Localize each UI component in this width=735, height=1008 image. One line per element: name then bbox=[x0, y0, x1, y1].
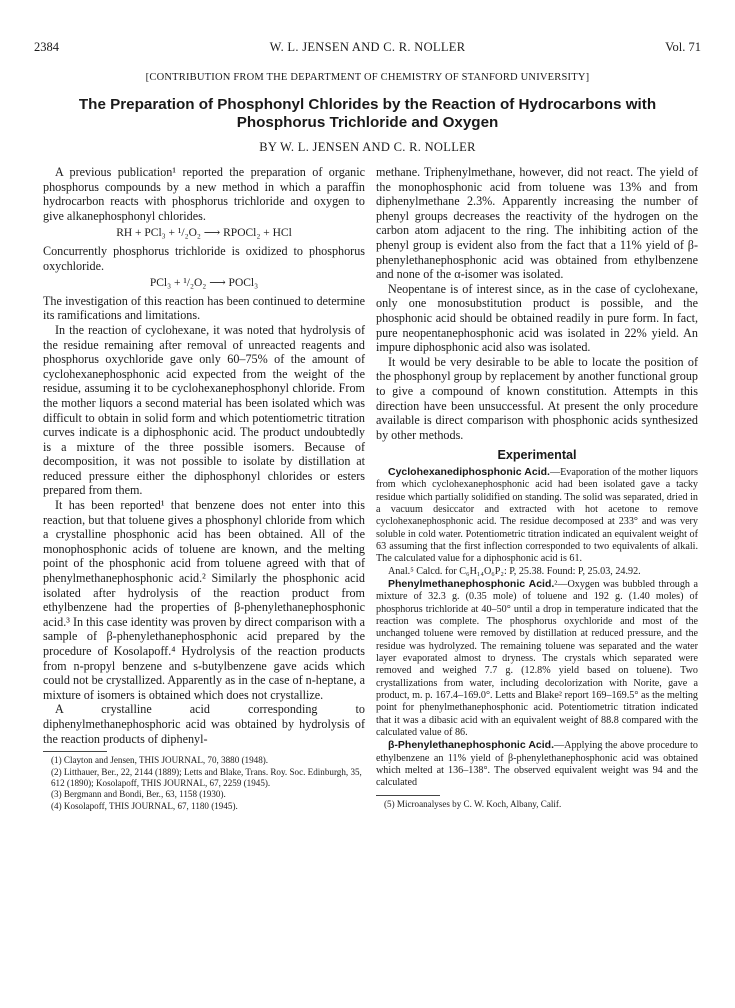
equation: PCl₃ + ¹/₂O₂ ⟶ POCl₃ bbox=[149, 277, 259, 290]
paragraph: Concurrently phosphorus trichloride is oxidized to phosphorus oxychloride. bbox=[43, 243, 365, 273]
footnotes bbox=[376, 799, 698, 810]
experimental-paragraph bbox=[376, 739, 698, 789]
left-column bbox=[43, 165, 365, 812]
paragraph: In the reaction of cyclohexane, it was noted that hydrolysis of the residue remaining after removal of unreacted reagents and phosphorus oxychloride gave only 60–75% of the amount of cyclohexanephosphonic acid expected from the weight of the residue, assuming it to be cyclohexanephosphonyl chloride. From the mother liquors a second material has been isolated which was difficult to obtain in solid form and which potentiometric titration curves indicate is a diphosphonic acid. The product undoubtedly is a mixture of the three possible isomers. Because of decomposition, it was not possible to isolate by distillation at reduced pressure either the diphosphonyl chlorides or esters prepared from them. bbox=[43, 322, 365, 498]
volume-label: Vol. 71 bbox=[665, 40, 701, 54]
footnote: (5) Microanalyses by C. W. Koch, Albany, Calif. bbox=[384, 798, 562, 809]
run-in-heading: β-Phenylethanephosphonic Acid. bbox=[388, 739, 555, 752]
footnote: (2) Litthauer, Ber., 22, 2144 (1889); Letts and Blake, Trans. Roy. Soc. Edinburgh, 35, 612 (1890); Kosolapoff, THIS JOURNAL, 67, 2259 (1945). bbox=[51, 766, 362, 788]
footnote: (4) Kosolapoff, THIS JOURNAL, 67, 1180 (1945). bbox=[51, 800, 238, 811]
page-header bbox=[34, 40, 701, 58]
run-in-heading: Phenylmethanephosphonic Acid. bbox=[388, 577, 555, 590]
paragraph-text: ²—Oxygen was bubbled through a mixture of 32.3 g. (0.35 mole) of toluene and 192 g. (1.40 moles) of phosphorus trichloride at 40–50° until a drop in temperature indicated that the reaction was complete. The phosphorus oxychloride and most of the unchanged toluene were removed by distillation at reduced pressure, and the residue was hydrolyzed. The remaining toluene was separated and the water layer evaporated almost to dryness. The crystals which separated were removed and weighed 7.7 g. (12.8% yield based on toluene). Two crystallizations from water, including decolorization with Norite, gave a product, m. p. 167.4–169.0°. Letts and Blake² report 169–169.5° as the melting point for phenylmethanephosphonic acid. Potentiometric titration indicated that it was a dibasic acid with an equivalent weight of 88.8 compared with the calculated value of 86. bbox=[376, 578, 698, 739]
paragraph: Neopentane is of interest since, as in the case of cyclohexane, only one monosubstitution product is possible, and the phosphonic acid should be obtained readily in pure form. In fact, pure neopentanephosphonic acid was isolated in 22% yield. An impure diphosphonic acid also was isolated. bbox=[376, 281, 698, 355]
experimental-paragraph bbox=[376, 578, 698, 739]
paragraph: A previous publication¹ reported the preparation of organic phosphorus compounds by a new method in which a paraffin hydrocarbon reacts with phosphorus trichloride and oxygen to give alkanephosphonyl chlorides. bbox=[43, 165, 365, 223]
footnote-rule bbox=[376, 795, 440, 796]
footnote-rule bbox=[43, 751, 107, 752]
page-number: 2384 bbox=[34, 40, 59, 54]
paragraph-text: —Applying the above procedure to ethylbenzene an 11% yield of β-phenylethanephosphonic acid was obtained which melted at 136–138°. The observed equivalent weight was 94 and the calculated bbox=[376, 740, 698, 789]
paragraph: methane. Triphenylmethane, however, did not react. The yield of the monophosphonic acid from toluene was 13% and from diphenylmethane 2.3%. Apparently increasing the number of phenyl groups decreases the reactivity of the hydrogen on the carbon atom adjacent to the ring. The inhibiting action of the phenyl group is evident also from the fact that a 11% yield of β-phenylethanephosphonic acid was obtained from ethylbenzene and none of the α-isomer was isolated. bbox=[376, 165, 698, 282]
experimental-paragraph bbox=[376, 466, 698, 566]
equation: RH + PCl₃ + ¹/₂O₂ ⟶ RPOCl₂ + HCl bbox=[116, 227, 292, 240]
article-title: The Preparation of Phosphonyl Chlorides by the Reaction of Hydrocarbons with Phosphorus Trichloride and Oxygen bbox=[78, 96, 657, 131]
running-head: W. L. JENSEN AND C. R. NOLLER bbox=[269, 40, 466, 54]
section-heading: Experimental bbox=[497, 448, 577, 463]
contribution-line: [CONTRIBUTION FROM THE DEPARTMENT OF CHEMISTRY OF STANFORD UNIVERSITY] bbox=[145, 72, 590, 83]
paragraph: A crystalline acid corresponding to diphenylmethanephosphoric acid was obtained by hydrolysis of the reaction products of diphenyl- bbox=[43, 702, 365, 746]
right-column bbox=[376, 165, 698, 810]
paragraph: It would be very desirable to be able to locate the position of the phosphonyl group by replacement by another functional group to give a compound of known constitution. Attempts in this direction have been unsuccessful. At present the only procedure available is direct comparison with phosphonic acids synthesized by other methods. bbox=[376, 354, 698, 442]
paragraph-text: —Evaporation of the mother liquors from which cyclohexanephosphonic acid had been isolated gave a tacky residue which partially solidified on standing. The solid was separated, dried in a vacuum desiccator and extracted with hot acetone to remove cyclohexanephosphonic acid. The residue decomposed at 233° and was very soluble in cold water. Potentiometric titration indicated an equivalent weight of 63 assuming that the first inflection corresponded to two equivalents of alkali. The calculated value for a diphosphonic acid is 61. bbox=[376, 466, 699, 565]
run-in-heading: Cyclohexanediphosphonic Acid. bbox=[388, 465, 550, 478]
paragraph: The investigation of this reaction has been continued to determine its ramifications and limitations. bbox=[43, 293, 365, 323]
experimental-section bbox=[376, 466, 698, 790]
footnote: (3) Bergmann and Bondi, Ber., 63, 1158 (1930). bbox=[51, 789, 226, 800]
paragraph: It has been reported¹ that benzene does not enter into this reaction, but that toluene gives a phosphonyl chloride from which a crystalline phosphonic acid has been obtained. All of the monophosphonic acids of toluene are known, and the melting point of the phosphonic acid from toluene agreed with that of phenylmethanephosphonic acid.² Similarly the phosphonic acid isolated after hydrolysis of the reaction product from ethylbenzene had the properties of β-phenylethanephosphonic acid.³ In this case identity was proven by direct comparison with a sample of β-phenylethanephosphonic acid prepared by the procedure of Kosolapoff.⁴ Hydrolysis of the reaction products from n-propyl benzene and s-butylbenzene gave acids which could not be crystallized. Apparently as in the case of n-heptane, a mixture of isomers is obtained which does not crystallize. bbox=[43, 498, 365, 702]
analysis-line: Anal.⁵ Calcd. for C₆H₁₄O₆P₂: P, 25.38. Found: P, 25.03, 24.92. bbox=[388, 565, 641, 577]
byline: BY W. L. JENSEN AND C. R. NOLLER bbox=[259, 140, 476, 154]
footnote: (1) Clayton and Jensen, THIS JOURNAL, 70, 3880 (1948). bbox=[51, 755, 269, 766]
footnotes bbox=[43, 755, 365, 812]
